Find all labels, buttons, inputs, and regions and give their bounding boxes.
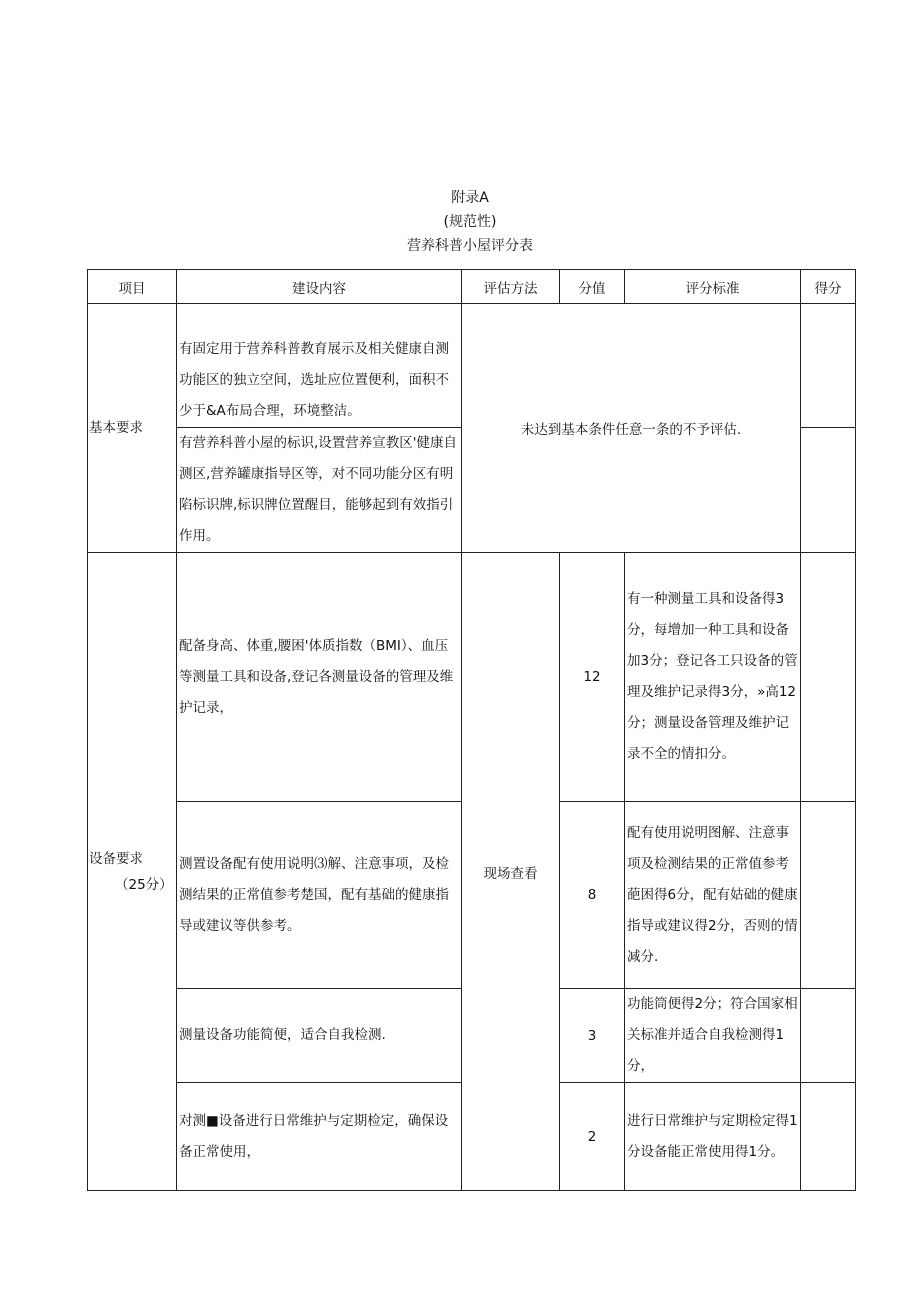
content-cell: 配备身高、体重,腰困'体质指数（BMI）、血压等测量工具和设备,登记各测量设备的管理及维护记录， (177, 553, 462, 802)
score-cell: 2 (560, 1083, 625, 1191)
earned-cell (801, 428, 856, 553)
table-row (88, 304, 856, 428)
standard-cell: 功能筒便得2分；符合国家相关标准并适合自我检测得1分， (625, 989, 801, 1083)
item-equipment-label: 设备要求 (89, 850, 143, 867)
table-title: 营养科普小屋评分表 (407, 238, 533, 254)
col-header-score: 分值 (560, 270, 625, 304)
header-row (88, 270, 856, 304)
earned-cell (801, 553, 856, 802)
col-header-item: 项目 (88, 270, 177, 304)
item-equipment (88, 553, 177, 1191)
method-cell: 现场查看 (462, 553, 560, 1191)
earned-cell (801, 989, 856, 1083)
col-header-earned: 得分 (801, 270, 856, 304)
score-cell: 8 (560, 802, 625, 989)
content-cell: 有固定用于营养科普教育展示及相关健康自测功能区的独立空间，选址应位置便利，面积不少于&A布局合理，环境整洁。 (177, 304, 462, 428)
appendix-type: (规范性) (443, 214, 497, 230)
earned-cell (801, 802, 856, 989)
standard-cell: 有一种测量工具和设备得3分，每增加一种工具和设备加3分；登记各工只设备的管理及维护记录得3分，»高12分；测量设备管理及维护记录不全的情扣分。 (625, 553, 801, 802)
content-cell: 测置设备配有使用说明⑶解、注意事项，及检测结果的正常值参考楚国，配有基础的健康指导或建议等供参考。 (177, 802, 462, 989)
item-basic: 基本要求 (88, 304, 177, 553)
col-header-content: 建设内容 (177, 270, 462, 304)
earned-cell (801, 1083, 856, 1191)
standard-cell: 进行日常维护与定期检定得1分设备能正常使用得1分。 (625, 1083, 801, 1191)
content-cell: 有营养科普小屋的标识,设置营养宣教区'健康自测区,营养罐康指导区等，对不同功能分区有明陷标识牌,标识牌位置醒目，能够起到有效指引作用。 (177, 428, 462, 553)
scoring-table (87, 269, 856, 1191)
col-header-standard: 评分标准 (625, 270, 801, 304)
earned-cell (801, 304, 856, 428)
standard-cell: 配有使用说明图解、注意事项及检测结果的正常值参考葩困得6分，配有姑础的健康指导或建议得2分，否则的情减分. (625, 802, 801, 989)
content-cell: 对测■设备进行日常维护与定期检定，确保设备正常使用， (177, 1083, 462, 1191)
basic-merged-note: 未达到基本条件任意一条的不予评估. (462, 304, 801, 553)
content-cell: 测量设备功能简便，适合自我检测. (177, 989, 462, 1083)
appendix-label: 附录A (451, 190, 489, 206)
score-cell: 12 (560, 553, 625, 802)
table-row (88, 553, 856, 802)
col-header-method: 评估方法 (462, 270, 560, 304)
score-cell: 3 (560, 989, 625, 1083)
item-equipment-score: （25分） (115, 876, 173, 893)
